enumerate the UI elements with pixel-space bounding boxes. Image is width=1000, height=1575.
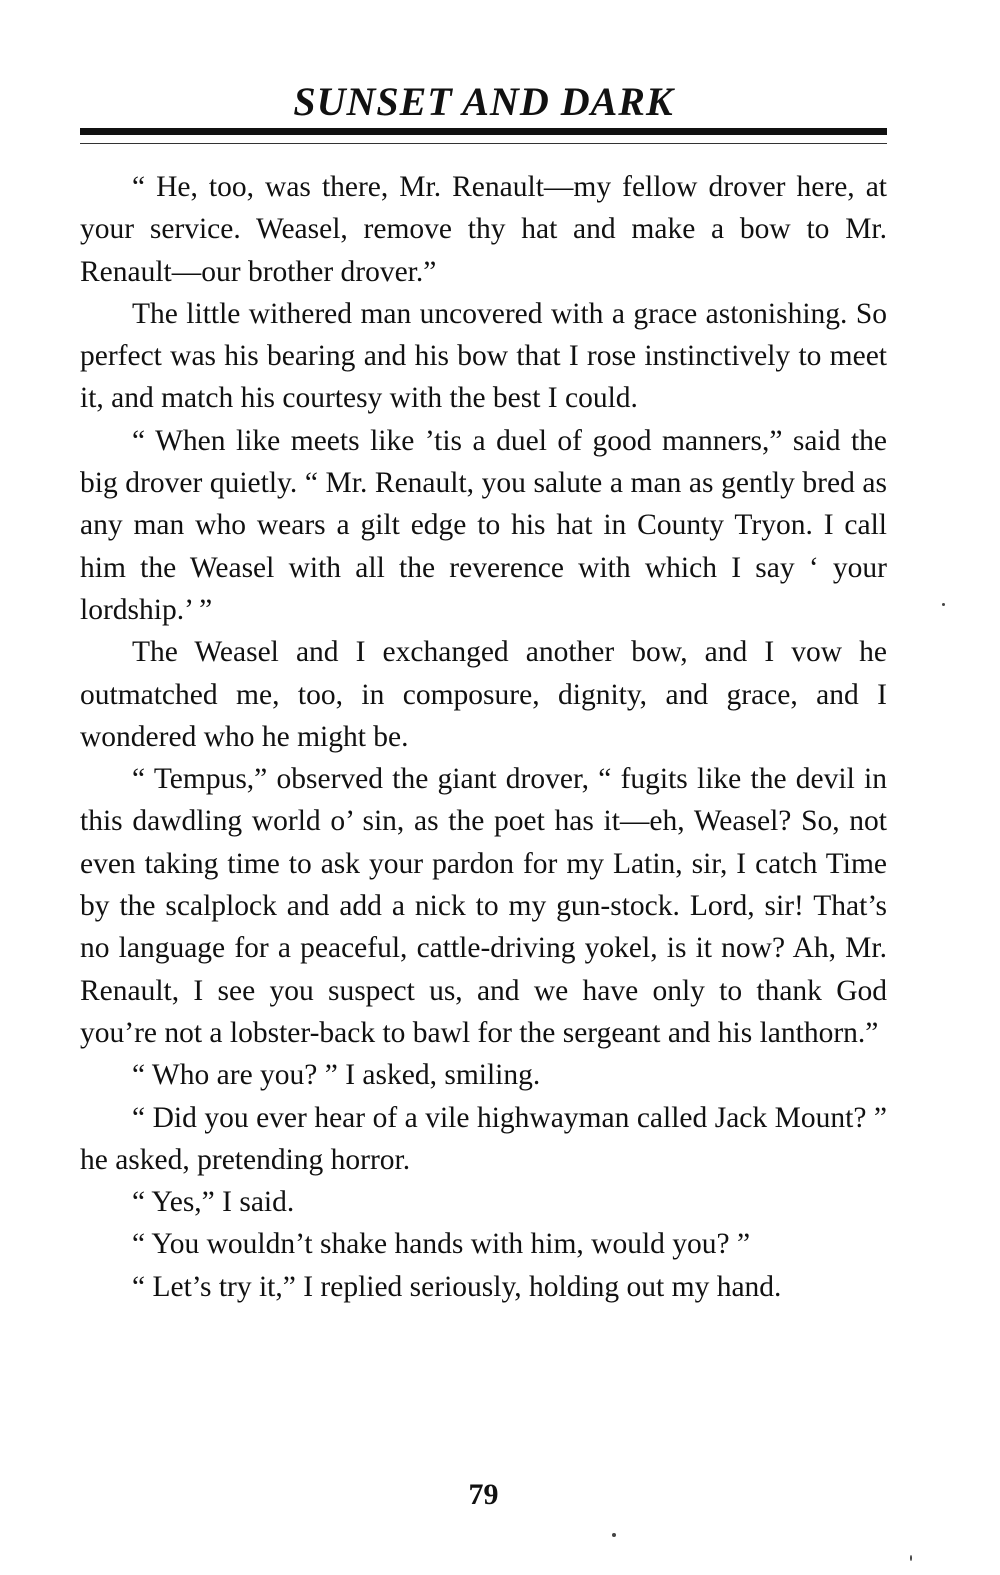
paragraph-5: “ Tempus,” observed the giant drover, “ fugits like the devil in this dawdling world o’ sin, as the poet has it—eh, Weasel? So, not even taking time to ask your pardon for my Latin, sir, I catch Time by the scalplock and add a nick to my gun-stock. Lord, sir! That’s no language for a peaceful, cattle-driving yokel, is it now? Ah, Mr. Renault, I see you suspect us, and we have only to thank God you’re not a lobster-back to bawl for the sergeant and his lanthorn.” xyxy=(80,763,887,1049)
header-rule-thin xyxy=(80,143,887,144)
paragraph-10: “ Let’s try it,” I replied seriously, holding out my hand. xyxy=(132,1270,782,1303)
print-speck xyxy=(910,1555,912,1561)
paragraph-7: “ Did you ever hear of a vile highwayman called Jack Mount? ” he asked, pretending horror. xyxy=(80,1101,887,1176)
paragraph-4: The Weasel and I exchanged another bow, and I vow he outmatched me, too, in composure, dignity, and grace, and I wondered who he might be. xyxy=(80,636,887,753)
page-number: 79 xyxy=(468,1478,499,1511)
paragraph-8: “ Yes,” I said. xyxy=(132,1186,295,1219)
paragraph-2: The little withered man uncovered with a grace astonishing. So perfect was his bearing and his bow that I rose instinctively to meet it, and match his courtesy with the best I could. xyxy=(80,297,887,415)
paragraph-9: “ You wouldn’t shake hands with him, would you? ” xyxy=(132,1228,751,1261)
paragraph-1: “ He, too, was there, Mr. Renault—my fellow drover here, at your service. Weasel, remove thy hat and make a bow to Mr. Renault—our brother drover.” xyxy=(80,171,887,288)
header-rule-thick xyxy=(80,128,887,135)
paragraph-6: “ Who are you? ” I asked, smiling. xyxy=(132,1059,541,1092)
print-speck xyxy=(942,603,945,606)
print-speck xyxy=(612,1533,616,1537)
running-head-title: SUNSET AND DARK xyxy=(293,79,674,124)
page-body-text xyxy=(80,166,887,1308)
paragraph-3: “ When like meets like ’tis a duel of good manners,” said the big drover quietly. “ Mr. Renault, you salute a man as gently bred as any man who wears a gilt edge to his hat in County Tryon. I call him the Weasel with all the reverence with which I say ‘ your lordship.’ ” xyxy=(80,424,887,626)
